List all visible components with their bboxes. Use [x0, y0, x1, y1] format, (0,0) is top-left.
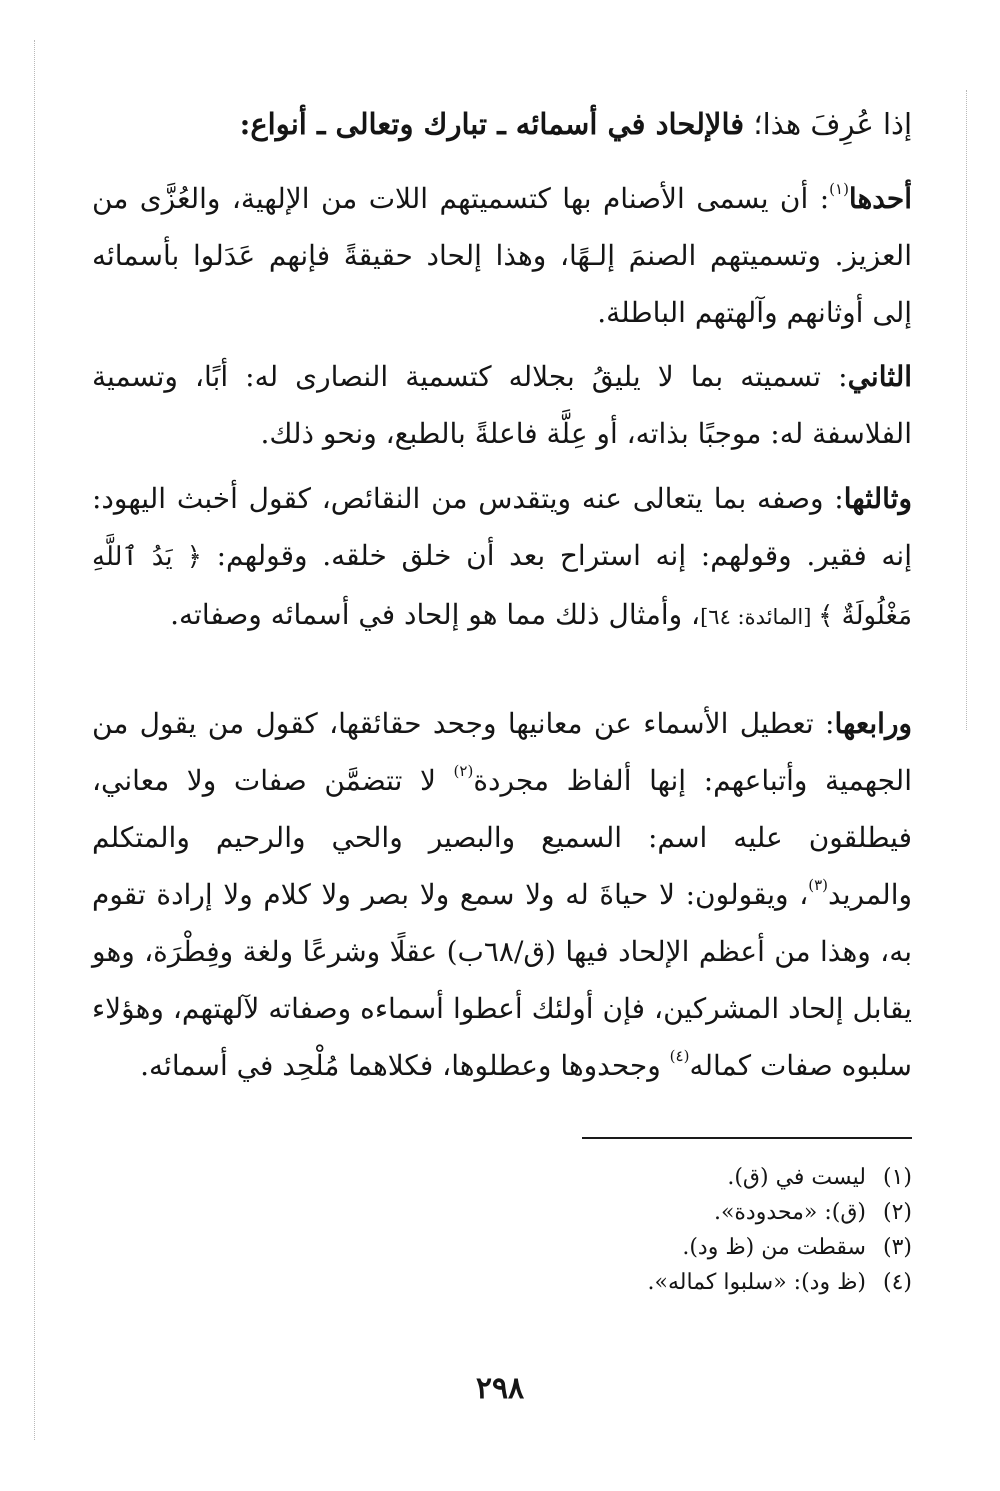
footnote-text: ليست في (ق).	[727, 1165, 866, 1190]
paragraph-lead-word: أحدها	[848, 182, 913, 215]
right-margin-dots	[966, 90, 967, 730]
footnote-number: (٢)	[882, 1200, 912, 1225]
paragraph-text: : وصفه بما يتعالى عنه ويتقدس من النقائص، كقول أخبث اليهود: إنه فقير. وقولهم: إنه استراح بعد أن خلق خلقه. وقولهم:	[92, 482, 912, 572]
footnote-ref-4: (٤)	[669, 1047, 690, 1065]
footnote-item	[560, 1195, 912, 1230]
footnote-number: (١)	[882, 1165, 912, 1190]
heading-plain-text: إذا عُرِفَ هذا؛	[744, 107, 912, 141]
paragraph-lead-word: وثالثها	[843, 482, 912, 515]
paragraph-text: : تسميته بما لا يليقُ بجلاله كتسمية النصارى له: أبًا، وتسمية الفلاسفة له: موجبًا بذاته، أو عِلَّة فاعلةً بالطبع، ونحو ذلك.	[92, 360, 912, 450]
footnote-text: سقطت من (ظ ود).	[682, 1235, 866, 1260]
left-margin-dots	[34, 40, 35, 1440]
paragraph-text: : أن يسمى الأصنام بها كتسميتهم اللات من الإلهية، والعُزَّى من العزيز. وتسميتهم الصنمَ إلـهًا، وهذا إلحاد حقيقةً فإنهم عَدَلوا بأسمائه إلى أوثانهم وآلهتهم الباطلة.	[92, 182, 912, 329]
page-number: ٢٩٨	[475, 1371, 525, 1406]
footnote-item	[560, 1160, 912, 1195]
paragraph-fourth-type	[92, 695, 912, 1094]
paragraph-text: ، ويقولون: لا حياةَ له ولا سمع ولا بصر ولا كلام ولا إرادة تقوم به، وهذا من أعظم الإلحاد فيها (ق/٦٨ب) عقلًا وشرعًا ولغة وفِطْرَة، وهو يقابل إلحاد المشركين، فإن أولئك أعطوا أسماءه وصفاته لآلهتهم، وهؤلاء سلبوه صفات كماله	[92, 878, 913, 1082]
footnote-text: (ق): «محدودة».	[713, 1200, 866, 1225]
footnote-ref-1: (١)	[829, 180, 849, 198]
paragraph-lead-word: ورابعها	[834, 707, 912, 740]
footnotes	[560, 1160, 912, 1300]
quran-citation: [المائدة: ٦٤]	[700, 605, 819, 629]
footnote-text: (ظ ود): «سلبوا كماله».	[647, 1270, 866, 1295]
quran-verse: ﴿ يَدُ ٱللَّهِ مَغْلُولَةٌ ﴾	[92, 542, 912, 631]
paragraph-first-type	[92, 170, 912, 341]
footnote-number: (٤)	[882, 1270, 912, 1295]
footnote-item	[560, 1265, 912, 1300]
paragraph-lead-word: الثاني	[847, 360, 912, 393]
footnote-item	[560, 1230, 912, 1265]
footnote-number: (٣)	[882, 1235, 912, 1260]
section-heading	[92, 96, 912, 152]
paragraph-second-type	[92, 348, 912, 462]
paragraph-text: وجحدوها وعطلوها، فكلاهما مُلْحِد في أسمائه.	[140, 1049, 670, 1082]
paragraph-third-type	[92, 470, 912, 646]
paragraph-text: : تعطيل الأسماء عن معانيها وجحد حقائقها، كقول من يقول من الجهمية وأتباعهم: إنها ألفاظ مجردة	[92, 707, 912, 797]
paragraph-text: لا تتضمَّن صفات ولا معاني، فيطلقون عليه اسم: السميع والبصير والحي والرحيم والمتكلم والمريد	[92, 764, 912, 911]
footnote-separator	[582, 1137, 912, 1139]
footnote-ref-3: (٣)	[808, 876, 829, 894]
paragraph-text: ، وأمثال ذلك مما هو إلحاد في أسمائه وصفاته.	[170, 598, 701, 631]
footnote-ref-2: (٢)	[453, 762, 474, 780]
heading-bold-text: فالإلحاد في أسمائه ـ تبارك وتعالى ـ أنواع:	[239, 107, 745, 141]
